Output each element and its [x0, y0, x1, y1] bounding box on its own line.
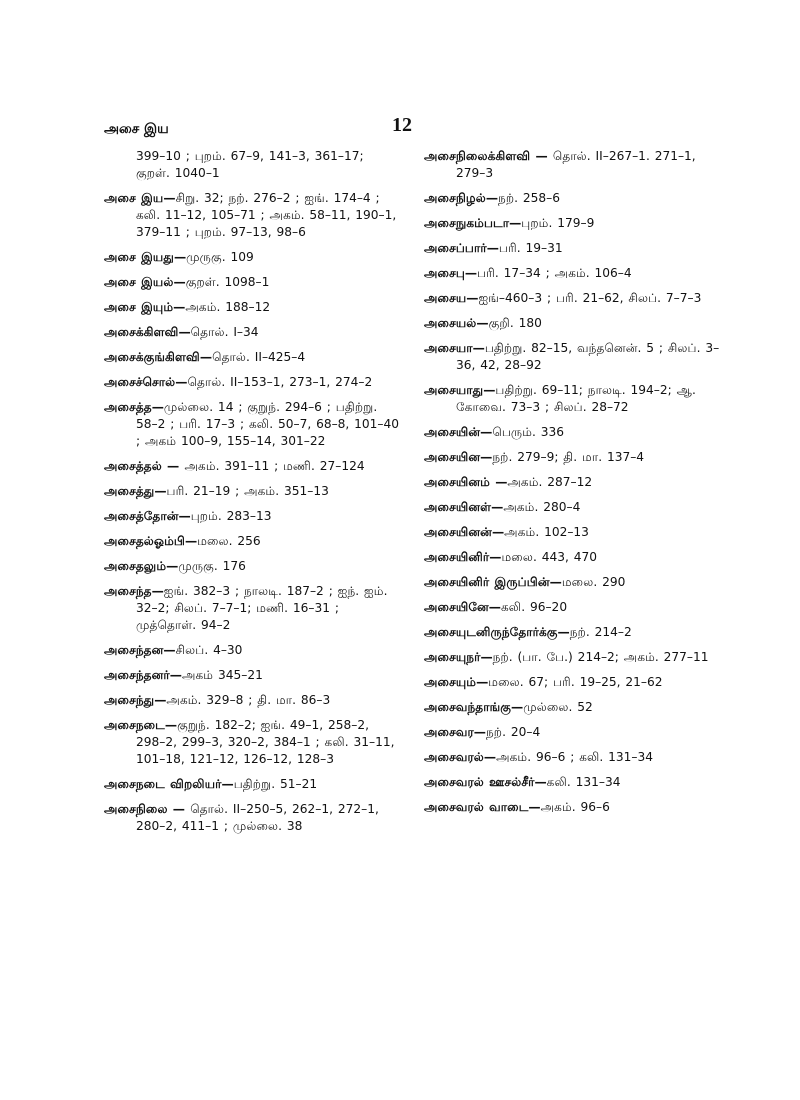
index-entry: அசைநடை—குறுந். 182–2; ஐங். 49–1, 258–2, 298–2, 299–3, 320–2, 384–1 ; கலி. 31–11, 101–18, 121–12, 126–12, 128–3 [104, 718, 395, 766]
index-entry: அசைத்து—பரி. 21–19 ; அகம். 351–13 [104, 484, 329, 498]
index-entry: அசையாது—பதிற்று. 69–11; நாலடி. 194–2; ஆ. கோவை. 73–3 ; சிலப். 28–72 [424, 383, 696, 414]
running-head: அசை இய [104, 121, 169, 137]
index-entry: அசையினன்—அகம். 102–13 [424, 525, 589, 539]
index-entry: அசைத்தோன்—புறம். 283–13 [104, 509, 272, 523]
index-entry: அசையின—நற். 279–9; தி. மா. 137–4 [424, 450, 645, 464]
index-entry: அசைநுகம்படா—புறம். 179–9 [424, 216, 595, 230]
index-entry: அசைநிழல்—நற். 258–6 [424, 191, 561, 205]
index-entry: அசை இயல்—குறள். 1098–1 [104, 275, 270, 289]
index-entry: அசையினே—கலி. 96–20 [424, 600, 568, 614]
index-entry: அசைவரல்—அகம். 96–6 ; கலி. 131–34 [424, 750, 654, 764]
left-column [104, 148, 400, 843]
index-entry: அசை இயது—முருகு. 109 [104, 250, 254, 264]
index-entry: அசையினிர்—மலை. 443, 470 [424, 550, 597, 564]
index-entry: அசைக்குங்கிளவி—தொல். II–425–4 [104, 350, 306, 364]
index-entry: அசையின்—பெரும். 336 [424, 425, 565, 439]
index-entry: அசைத்தல் — அகம். 391–11 ; மணி. 27–124 [104, 459, 365, 473]
index-entry: அசைதல்ஓம்பி—மலை. 256 [104, 534, 261, 548]
index-entry: அசைவர—நற். 20–4 [424, 725, 541, 739]
index-entry: அசைநிலைக்கிளவி — தொல். II–267–1. 271–1, 279–3 [424, 149, 696, 180]
index-entry: அசை இயும்—அகம். 188–12 [104, 300, 271, 314]
index-entry: அசைந்த—ஐங். 382–3 ; நாலடி. 187–2 ; ஐந். ஐம். 32–2; சிலப். 7–7–1; மணி. 16–31 ; முத்தொள். 94–2 [104, 584, 388, 632]
index-entry: அசைப்பார்—பரி. 19–31 [424, 241, 563, 255]
index-entry: அசையினம் —அகம். 287–12 [424, 475, 593, 489]
index-entry: அசையுநர்—நற். (பா. பே.) 214–2; அகம். 277–11 [424, 650, 709, 664]
index-entry: அசைய—ஐங்–460–3 ; பரி. 21–62, சிலப். 7–7–3 [424, 291, 702, 305]
index-entry: அசைவந்தாங்கு—முல்லை. 52 [424, 700, 593, 714]
index-entry: அசைச்சொல்—தொல். II–153–1, 273–1, 274–2 [104, 375, 373, 389]
index-entry: அசைநிலை — தொல். II–250–5, 262–1, 272–1, 280–2, 411–1 ; முல்லை. 38 [104, 802, 379, 833]
index-entry: அசையல்—குறி. 180 [424, 316, 542, 330]
index-entry: அசைந்தன—சிலப். 4–30 [104, 643, 243, 657]
index-entry: அசையும்—மலை. 67; பரி. 19–25, 21–62 [424, 675, 663, 689]
index-entry: அசை இய—சிறு. 32; நற். 276–2 ; ஐங். 174–4 ; கலி. 11–12, 105–71 ; அகம். 58–11, 190–1, 379–11 ; புறம். 97–13, 98–6 [104, 191, 397, 239]
index-entry: அசைதலும்—முருகு. 176 [104, 559, 246, 573]
index-entry: அசைவரல் ஊசல்சீர்—கலி. 131–34 [424, 775, 621, 789]
index-entry: அசைக்கிளவி—தொல். I–34 [104, 325, 259, 339]
index-entry: அசைநடை விறலியர்—பதிற்று. 51–21 [104, 777, 318, 791]
index-entry: அசையினள்—அகம். 280–4 [424, 500, 581, 514]
index-entry: அசையினிர் இருப்பின்—மலை. 290 [424, 575, 626, 589]
index-entry: அசைந்தனர்—அகம் 345–21 [104, 668, 263, 682]
index-entry: அசைந்து—அகம். 329–8 ; தி. மா. 86–3 [104, 693, 331, 707]
index-entry: அசையுடனிருந்தோர்க்கு—நற். 214–2 [424, 625, 632, 639]
index-entry: 399–10 ; புறம். 67–9, 141–3, 361–17; குறள். 1040–1 [136, 149, 364, 180]
right-column [424, 148, 724, 824]
index-entry: அசையா—பதிற்று. 82–15, வந்தனென். 5 ; சிலப். 3–36, 42, 28–92 [424, 341, 720, 372]
page-number: 12 [392, 114, 412, 136]
index-entry: அசைவரல் வாடை—அகம். 96–6 [424, 800, 610, 814]
index-entry: அசைத்த—முல்லை. 14 ; குறுந். 294–6 ; பதிற்று. 58–2 ; பரி. 17–3 ; கலி. 50–7, 68–8, 101–40 ; அகம் 100–9, 155–14, 301–22 [104, 400, 400, 448]
index-entry: அசைபு—பரி. 17–34 ; அகம். 106–4 [424, 266, 632, 280]
